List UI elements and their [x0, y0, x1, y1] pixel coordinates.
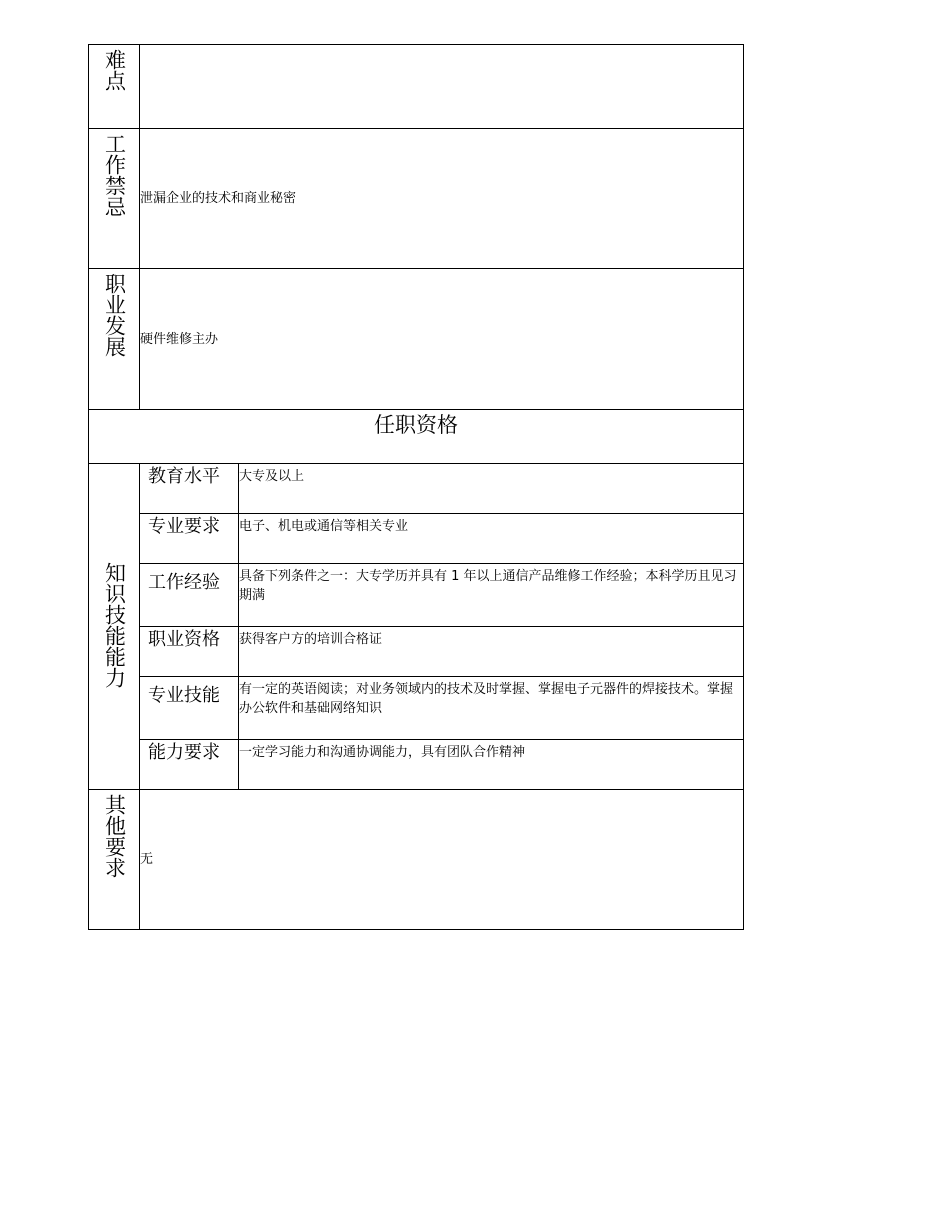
difficulty-label: 难点: [102, 49, 127, 91]
qualification-row: [89, 564, 744, 627]
ability-label: 能力要求: [140, 740, 239, 790]
taboo-label-cell: [89, 129, 140, 269]
other-label: 其他要求: [102, 794, 127, 878]
difficulty-value: [140, 45, 744, 129]
qualification-header-row: [89, 410, 744, 464]
other-value: 无: [140, 790, 744, 930]
difficulty-label-cell: [89, 45, 140, 129]
skills-label: 专业技能: [140, 677, 239, 740]
major-label: 专业要求: [140, 514, 239, 564]
certificate-label: 职业资格: [140, 627, 239, 677]
career-value: 硬件维修主办: [140, 269, 744, 410]
experience-value: 具备下列条件之一：大专学历并具有 1 年以上通信产品维修工作经验；本科学历且见习期满: [239, 564, 744, 627]
skills-value: 有一定的英语阅读；对业务领域内的技术及时掌握、掌握电子元器件的焊接技术。掌握办公软件和基础网络知识: [239, 677, 744, 740]
qualification-row: [89, 627, 744, 677]
career-label-cell: [89, 269, 140, 410]
qualification-row: [89, 514, 744, 564]
taboo-row: [89, 129, 744, 269]
education-value: 大专及以上: [239, 464, 744, 514]
certificate-value: 获得客户方的培训合格证: [239, 627, 744, 677]
experience-label: 工作经验: [140, 564, 239, 627]
skills-group-label-cell: [89, 464, 140, 790]
other-label-cell: [89, 790, 140, 930]
qualification-title: 任职资格: [89, 410, 744, 464]
ability-value: 一定学习能力和沟通协调能力，具有团队合作精神: [239, 740, 744, 790]
major-value: 电子、机电或通信等相关专业: [239, 514, 744, 564]
qualification-row: [89, 677, 744, 740]
skills-group-label: 知识技能能力: [102, 561, 127, 688]
other-row: [89, 790, 744, 930]
difficulty-row: [89, 45, 744, 129]
qualification-row: [89, 464, 744, 514]
career-label: 职业发展: [102, 273, 127, 357]
taboo-value: 泄漏企业的技术和商业秘密: [140, 129, 744, 269]
taboo-label: 工作禁忌: [102, 133, 127, 217]
education-label: 教育水平: [140, 464, 239, 514]
career-row: [89, 269, 744, 410]
job-description-table: [88, 44, 744, 930]
qualification-row: [89, 740, 744, 790]
